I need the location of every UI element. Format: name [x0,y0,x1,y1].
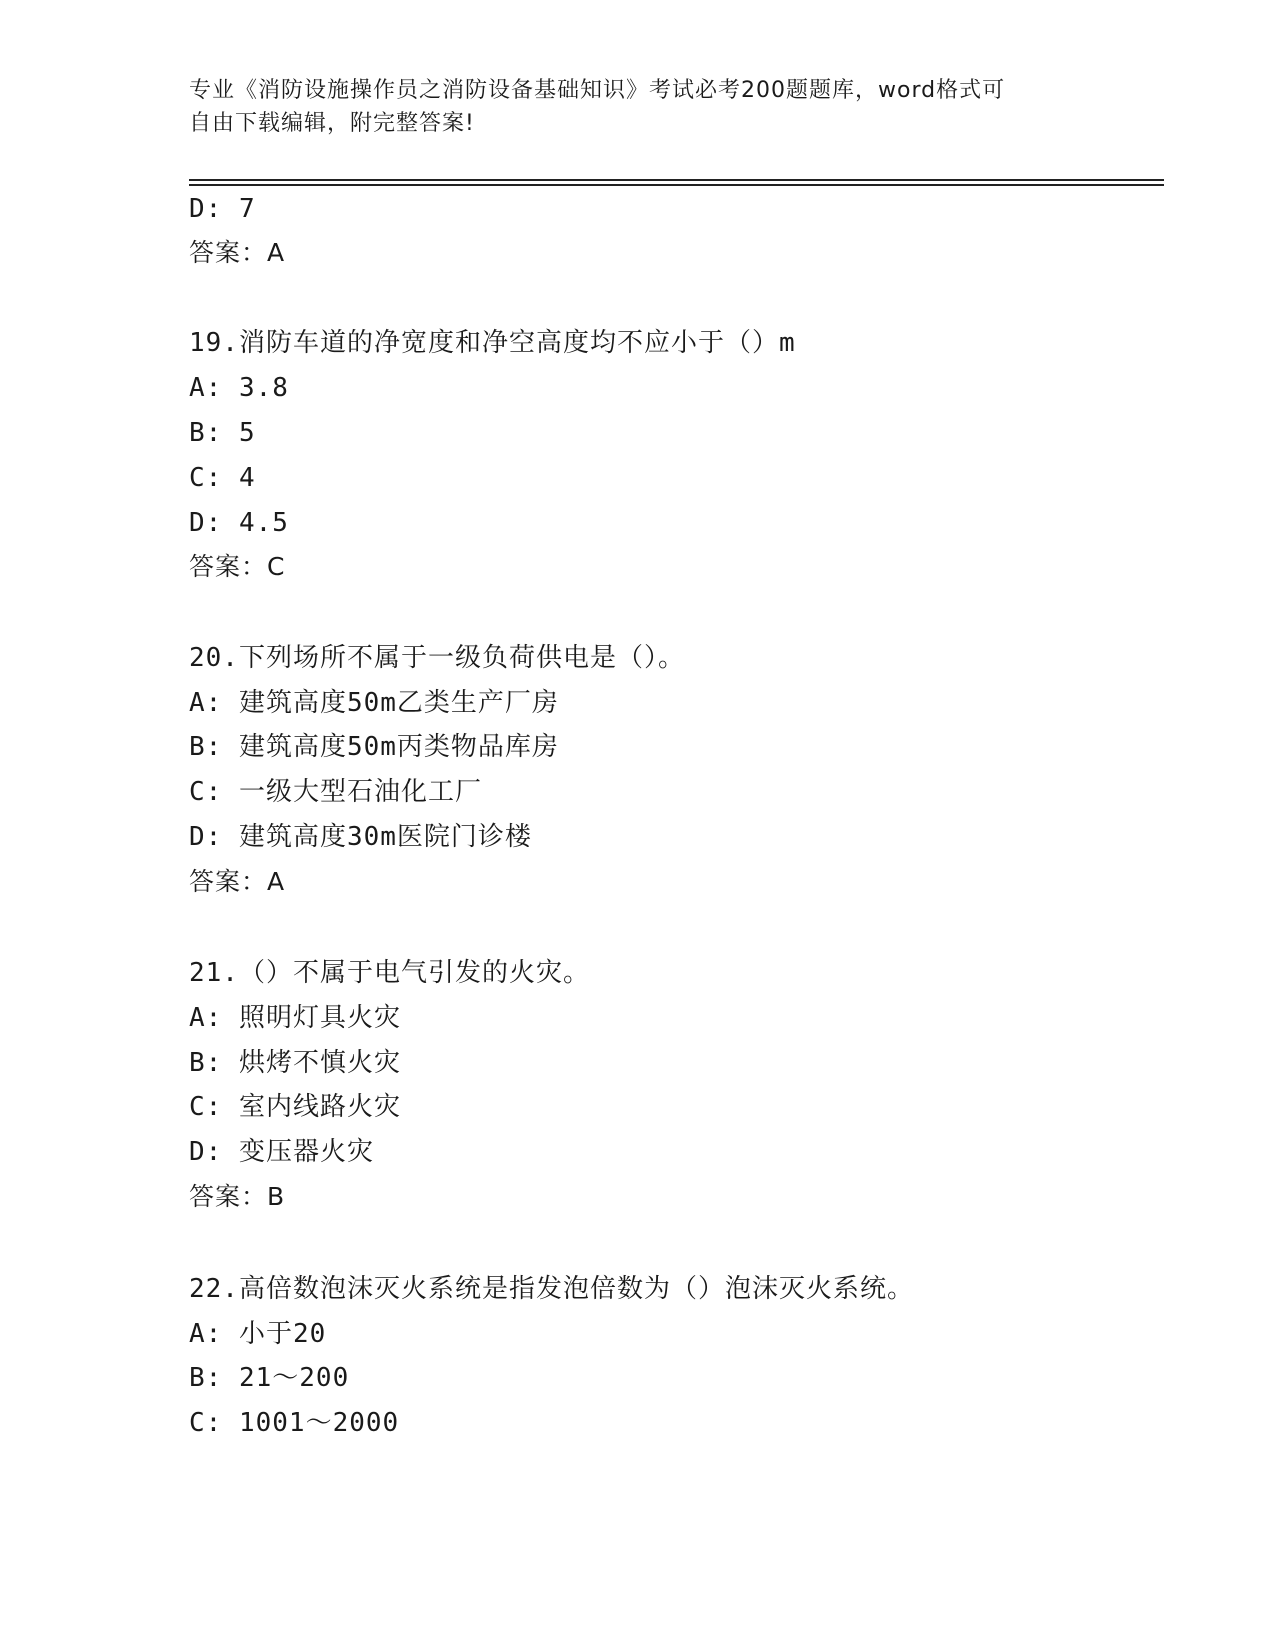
question-21-option-a: A: 照明灯具火灾 [189,1003,401,1033]
question-20-option-b: B: 建筑高度50m丙类物品库房 [189,732,559,762]
prev-option-d: D: 7 [189,194,256,224]
question-21-option-d: D: 变压器火灾 [189,1137,374,1167]
question-21-answer: 答案：B [189,1182,286,1211]
question-19-option-a: A: 3.8 [189,373,289,403]
question-19-option-b: B: 5 [189,418,256,448]
question-19-option-c: C: 4 [189,463,256,493]
question-20-stem: 20.下列场所不属于一级负荷供电是（）。 [189,643,685,673]
question-19-stem: 19.消防车道的净宽度和净空高度均不应小于（）m [189,328,796,358]
header-divider-top [189,179,1164,181]
header-divider-bottom [189,184,1164,186]
question-21-option-c: C: 室内线路火灾 [189,1092,401,1122]
question-22-option-a: A: 小于20 [189,1319,327,1349]
header-line-1: 专业《消防设施操作员之消防设备基础知识》考试必考200题题库，word格式可 [189,78,1006,103]
question-22-stem: 22.高倍数泡沫灭火系统是指发泡倍数为（）泡沫灭火系统。 [189,1274,914,1304]
question-22-option-b: B: 21～200 [189,1363,350,1393]
question-19-option-d: D: 4.5 [189,508,289,538]
question-20-option-d: D: 建筑高度30m医院门诊楼 [189,822,532,852]
document-header [189,74,1089,140]
header-line-2: 自由下载编辑，附完整答案! [189,111,475,136]
question-21-option-b: B: 烘烤不慎火灾 [189,1048,401,1078]
question-20-option-a: A: 建筑高度50m乙类生产厂房 [189,688,559,718]
question-21-stem: 21.（）不属于电气引发的火灾。 [189,958,590,988]
question-20-option-c: C: 一级大型石油化工厂 [189,777,482,807]
prev-answer: 答案：A [189,238,286,267]
question-22-option-c: C: 1001～2000 [189,1408,400,1438]
question-19-answer: 答案：C [189,552,286,581]
question-20-answer: 答案：A [189,867,286,896]
